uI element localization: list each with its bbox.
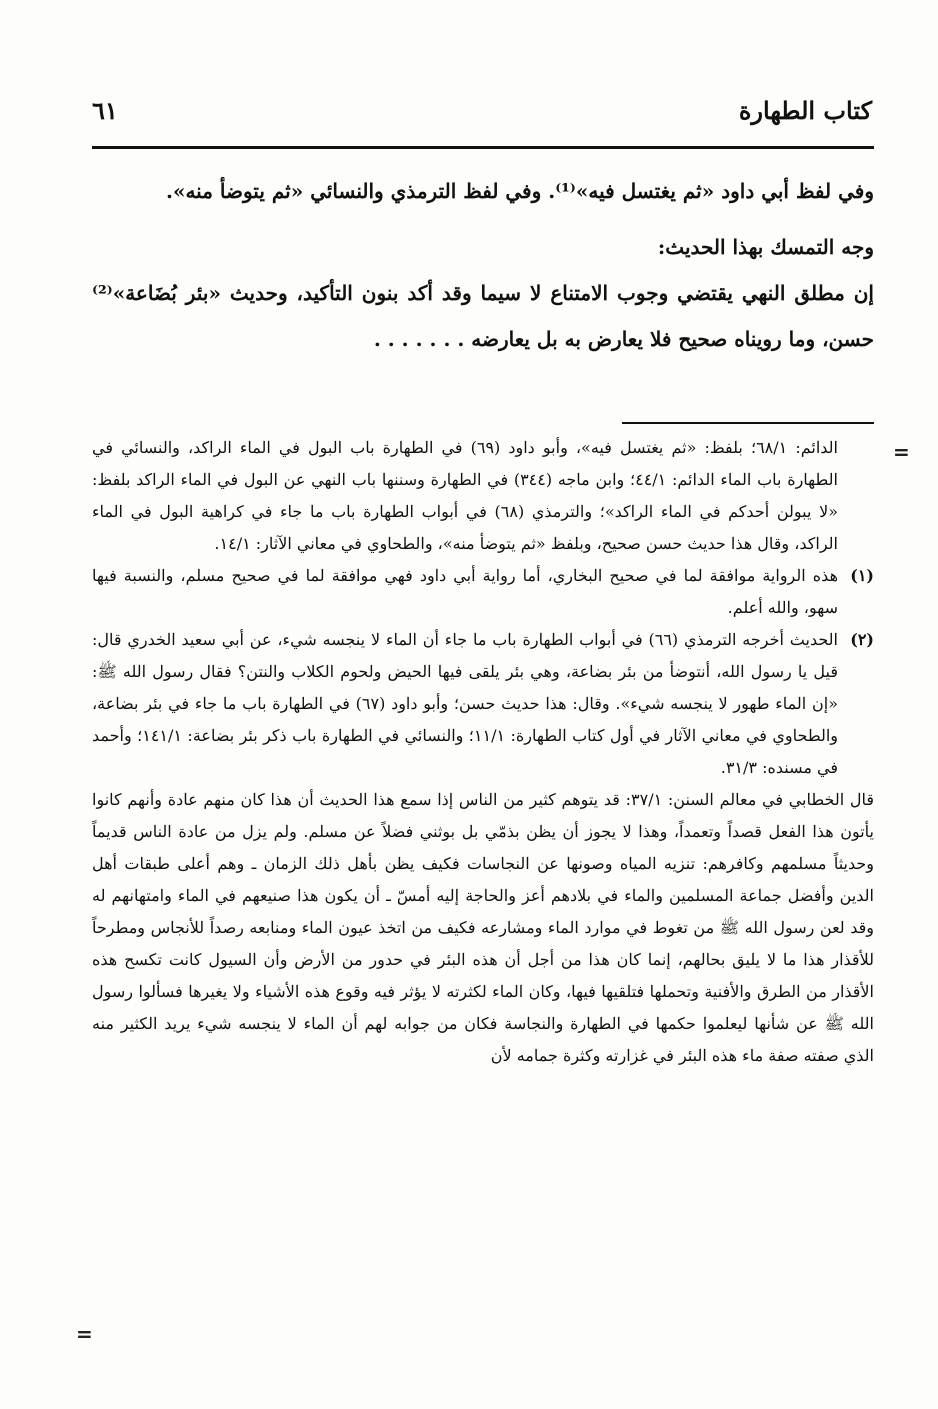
footnote-2-marker: (٢): [850, 630, 874, 649]
footnote-1-marker: (١): [850, 566, 874, 585]
footnote-commentary: قال الخطابي في معالم السنن: ٣٧/١: قد يتوهم كثير من الناس إذا سمع هذا الحديث أن هذا كان منهم عادة وأنهم كانوا يأتون هذا الفعل قصداً وتعمداً، وهذا لا يجوز أن يظن بذمّي بل بوثني فضلاً عن مسلم. ولم يزل من عادة الناس قديماً وحديثاً مسلمهم وكافرهم: تنزيه المياه وصونها عن النجاسات فكيف يظن بأهل ذلك الزمان ـ وهم أعلى طبقات أهل الدين وأفضل جماعة المسلمين والماء في بلادهم أعز والحاجة إليه أمسّ ـ أن يكون هذا صنيعهم في الماء وامتهانهم له وقد لعن رسول الله ﷺ من تغوط في موارد الماء ومشارعه فكيف من اتخذ عيون الماء ومنابعه رصداً للأنجاس ومطرحاً للأقذار هذا ما لا يليق بحالهم، إنما كان هذا من أجل أن هذه البئر في حدور من الأرض وأن السيول كانت تكسح هذه الأقذار من الطرق والأفنية وتحملها فتلقيها فيها، وكان الماء لكثرته لا يؤثر فيه وقوع هذه الأشياء ولا يغيرها فسألوا رسول الله ﷺ عن شأنها ليعلموا حكمها في الطهارة والنجاسة فكان من جوابه لهم أن الماء لا ينجسه شيء يريد الكثير منه الذي صفته صفة ماء هذه البئر في غزارته وكثرة جمامه لأن: [92, 790, 875, 1065]
main-paragraph-2: إن مطلق النهي يقتضي وجوب الامتناع لا سيما وقد أكد بنون التأكيد، وحديث «بئر بُضَاعة»⁽²⁾ حسن، وما رويناه صحيح فلا يعارض به بل يعارضه . . . . . . .: [92, 281, 874, 351]
main-paragraph-1: وفي لفظ أبي داود «ثم يغتسل فيه»⁽¹⁾. وفي لفظ الترمذي والنسائي «ثم يتوضأ منه».: [165, 179, 874, 203]
footnote-continuation: الدائم: ٦٨/١؛ بلفظ: «ثم يغتسل فيه»، وأبو داود (٦٩) في الطهارة باب البول في الماء الراكد، والنسائي في الطهارة باب الماء الدائم: ٤٤/١؛ وابن ماجه (٣٤٤) في الطهارة وسننها باب النهي عن البول في الماء الراكد بلفظ: «لا يبولن أحدكم في الماء الراكد»؛ والترمذي (٦٨) في أبواب الطهارة باب ما جاء في كراهية البول في الماء الراكد، وقال هذا حديث حسن صحيح، وبلفظ «ثم يتوضأ منه»، والطحاوي في معاني الآثار: ١٤/١.: [92, 438, 839, 553]
footnote-2: [92, 624, 874, 784]
footnote-1-text: هذه الرواية موافقة لما في صحيح البخاري، أما رواية أبي داود فهي موافقة لما في صحيح مسلم، والنسبة فيها سهو، والله أعلم.: [92, 566, 838, 617]
running-title: كتاب الطهارة: [738, 96, 872, 125]
footnote-1: [92, 560, 874, 624]
main-text: [92, 168, 874, 362]
footnotes: [92, 432, 874, 1072]
footnote-2-text: الحديث أخرجه الترمذي (٦٦) في أبواب الطهارة باب ما جاء أن الماء لا ينجسه شيء، عن أبي سعيد الخدري قال: قيل يا رسول الله، أنتوضأ من بئر بضاعة، وهي بئر يلقى فيها الحيض ولحوم الكلاب والنتن؟ فقال رسول الله ﷺ: «إن الماء طهور لا ينجسه شيء». وقال: هذا حديث حسن؛ وأبو داود (٦٧) في الطهارة باب ما جاء في بئر بضاعة، والطحاوي في معاني الآثار في أول كتاب الطهارة: ١١/١؛ والنسائي في الطهارة باب ذكر بئر بضاعة: ١٤١/١؛ وأحمد في مسنده: ٣١/٣.: [92, 630, 839, 777]
header-rule: [92, 146, 874, 149]
page-number: ٦١: [92, 96, 118, 125]
footnote-separator: [622, 422, 874, 424]
page-header: [92, 96, 872, 136]
margin-mark-bottom: =: [76, 1322, 93, 1346]
section-heading: وجه التمسك بهذا الحديث:: [657, 235, 874, 259]
margin-mark-top: =: [893, 440, 910, 464]
